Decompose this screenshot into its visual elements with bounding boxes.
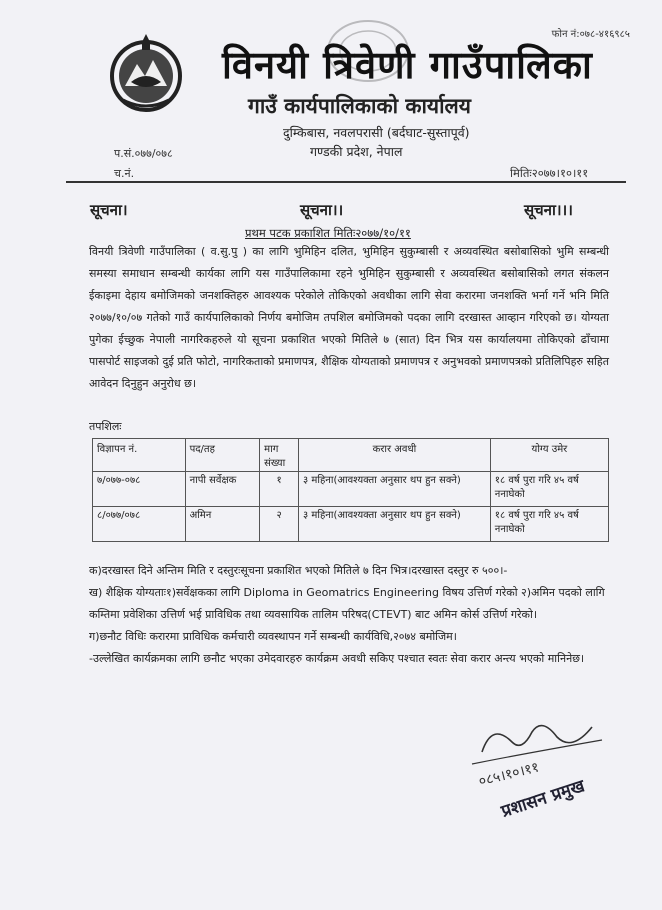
table-cell: अमिन	[185, 507, 260, 542]
signature-date: ०८५।१०।११	[477, 759, 541, 790]
office-province: गण्डकी प्रदेश, नेपाल	[310, 144, 403, 159]
dispatch-number: च.नं.	[114, 167, 135, 180]
table-cell: २	[260, 507, 299, 542]
column-header: विज्ञापन नं.	[93, 439, 186, 472]
office-subtitle: गाउँ कार्यपालिकाको कार्यालय	[248, 94, 471, 118]
phone-number: फोन नं:०७८-४१६९८५	[551, 29, 630, 40]
notice-body: विनयी त्रिवेणी गाउँपालिका ( व.सु.पु ) का लागि भुमिहिन दलित, भुमिहिन सुकुम्बासी र अव्यवस्थित बसोबासिको भुमि सम्बन्धी समस्या समाधान सम्बन्धी कार्यका लागि यस गाउँपालिकामा रहने भुमिहिन सुकुम्बासी र अव्यवस्थित बसोबासिको लगत संकलन ईकाइमा देहाय बमोजिमको जनशक्तिहरु आवश्यक परेकोले तोकिएको अवधीका लागि सेवा करारमा जनशक्ति भर्ना गर्ने भनि मिति २०७७/१०/०७ गतेको गाउँ कार्यपालिकाको निर्णय बमोजिम तपशिल बमोजिमको पदका लागि दरखास्त आव्हान गरिएको छ। योग्यता पुगेका ईच्छुक नेपाली नागरिकहरुले यो सूचना प्रकाशित भएको मितिले ७ (सात) दिन भित्र यस कार्यालयमा तोकिएको ढाँचामा पासपोर्ट साइजको दुई प्रति फोटो, नागरिकताको प्रमाणपत्र, शैक्षिक योग्यताको प्रमाणपत्र र अनुभवको प्रमाणपत्रको प्रतिलिपिहरु सहित आवेदन दिनुहुन अनुरोध छ।	[89, 245, 609, 390]
table-cell: नापी सर्वेक्षक	[185, 472, 260, 507]
nepal-emblem-icon	[107, 30, 185, 116]
table-row	[93, 472, 609, 507]
details-label: तपशिलः	[89, 420, 122, 433]
table-row	[93, 507, 609, 542]
issue-date: मितिः२०७७।१०।११	[510, 166, 589, 180]
table-header-row	[93, 439, 609, 472]
header-divider	[66, 181, 626, 183]
terms-list	[89, 560, 609, 670]
table-cell: ७/०७७-०७८	[93, 472, 186, 507]
signature-icon	[462, 712, 612, 792]
table-cell: ३ महिना(आवश्यक्ता अनुसार थप हुन सक्ने)	[299, 472, 491, 507]
term-item: क)दरखास्त दिने अन्तिम मिति र दस्तुरःसूचना प्रकाशित भएको मितिले ७ दिन भित्र।दरखास्त दस्तुर रु ५००।-	[89, 564, 508, 577]
notice-heading-left: सूचना।	[90, 201, 128, 219]
column-header: करार अवधी	[299, 439, 491, 472]
reference-number: प.सं.०७७/०७८	[114, 147, 173, 160]
table-cell: ८/०७७/०७८	[93, 507, 186, 542]
vacancy-table	[92, 438, 609, 542]
table-cell: ३ महिना(आवश्यक्ता अनुसार थप हुन सक्ने)	[299, 507, 491, 542]
publication-date: प्रथम पटक प्रकाशित मितिः२०७७/१०/११	[245, 226, 411, 240]
notice-heading-center: सूचना।।	[300, 201, 344, 219]
column-header: माग संख्या	[260, 439, 299, 472]
term-item: -उल्लेखित कार्यक्रमका लागि छनौट भएका उमेदवारहरु कार्यक्रम अवधी सकिए पश्चात स्वतः सेवा करार अन्त्य भएको मानिनेछ।	[89, 652, 585, 665]
column-header: योग्य उमेर	[490, 439, 608, 472]
municipality-title: विनयी त्रिवेणी गाउँपालिका	[222, 43, 593, 87]
notice-heading-right: सूचना।।।	[524, 201, 573, 219]
office-address: दुम्किबास, नवलपरासी (बर्दघाट-सुस्तापूर्व)	[283, 125, 470, 140]
term-item: ग)छनौट विधिः करारमा प्राविधिक कर्मचारी व्यवस्थापन गर्ने सम्बन्धी कार्यविधि,२०७४ बमोजिम।	[89, 630, 457, 643]
signer-title: प्रशासन प्रमुख	[498, 776, 588, 822]
term-item: ख) शैक्षिक योग्यताः१)सर्वेक्षकका लागि Diploma in Geomatrics Engineering विषय उत्तिर्ण गरेको २)अमिन पदको लागि कम्तिमा प्रवेशिका उत्तिर्ण भई प्राविधिक तथा व्यवसायिक तालिम परिषद(CTEVT) बाट अमिन कोर्स उत्तिर्ण गरेको।	[89, 586, 605, 621]
table-cell: १८ वर्ष पुरा गरि ४५ वर्ष ननाघेको	[490, 507, 608, 542]
column-header: पद/तह	[185, 439, 260, 472]
table-cell: १८ वर्ष पुरा गरि ४५ वर्ष ननाघेको	[490, 472, 608, 507]
table-cell: १	[260, 472, 299, 507]
